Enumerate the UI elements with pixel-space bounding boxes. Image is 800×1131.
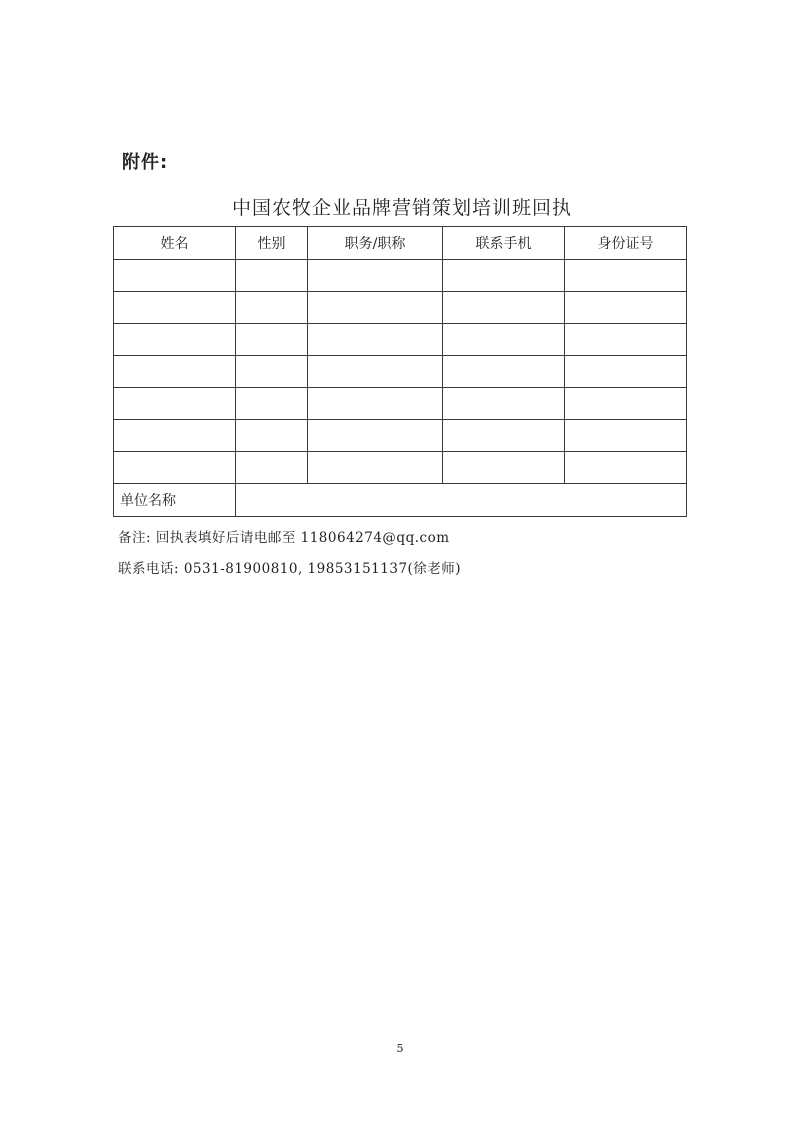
table-cell[interactable] — [236, 292, 308, 324]
table-cell[interactable] — [308, 292, 443, 324]
table-header-row — [114, 227, 687, 260]
registration-table — [113, 226, 687, 517]
table-cell[interactable] — [236, 388, 308, 420]
column-header-id-number: 身份证号 — [565, 227, 687, 260]
table-row — [114, 292, 687, 324]
unit-name-label: 单位名称 — [114, 484, 236, 517]
column-header-phone: 联系手机 — [443, 227, 565, 260]
page-number: 5 — [396, 1042, 404, 1055]
table-cell[interactable] — [565, 388, 687, 420]
table-cell[interactable] — [443, 292, 565, 324]
table-cell[interactable] — [114, 292, 236, 324]
table-row — [114, 324, 687, 356]
table-cell[interactable] — [236, 420, 308, 452]
contact-note: 联系电话: 0531-81900810, 19853151137(徐老师) — [118, 561, 462, 577]
table-cell[interactable] — [443, 452, 565, 484]
table-cell[interactable] — [308, 388, 443, 420]
attachment-heading: 附件: — [122, 152, 169, 173]
table-row — [114, 388, 687, 420]
table-cell[interactable] — [443, 388, 565, 420]
table-cell[interactable] — [114, 452, 236, 484]
table-cell[interactable] — [308, 420, 443, 452]
table-cell[interactable] — [565, 356, 687, 388]
table-cell[interactable] — [236, 260, 308, 292]
table-cell[interactable] — [236, 356, 308, 388]
table-cell[interactable] — [443, 420, 565, 452]
table-cell[interactable] — [114, 420, 236, 452]
column-header-position: 职务/职称 — [308, 227, 443, 260]
table-cell[interactable] — [114, 260, 236, 292]
table-cell[interactable] — [565, 420, 687, 452]
form-title: 中国农牧企业品牌营销策划培训班回执 — [231, 197, 572, 219]
table-cell[interactable] — [236, 324, 308, 356]
table-cell[interactable] — [236, 452, 308, 484]
table-row — [114, 356, 687, 388]
unit-name-row — [114, 484, 687, 517]
table-cell[interactable] — [114, 388, 236, 420]
table-cell[interactable] — [565, 324, 687, 356]
table-row — [114, 260, 687, 292]
table-cell[interactable] — [308, 260, 443, 292]
column-header-gender: 性别 — [236, 227, 308, 260]
table-cell[interactable] — [308, 452, 443, 484]
table-cell[interactable] — [114, 324, 236, 356]
table-cell[interactable] — [443, 324, 565, 356]
unit-name-field[interactable] — [236, 484, 687, 517]
table-row — [114, 420, 687, 452]
table-cell[interactable] — [114, 356, 236, 388]
table-cell[interactable] — [565, 292, 687, 324]
table-cell[interactable] — [565, 260, 687, 292]
table-row — [114, 452, 687, 484]
remark-note: 备注: 回执表填好后请电邮至 118064274@qq.com — [118, 530, 450, 546]
table-cell[interactable] — [443, 356, 565, 388]
table-cell[interactable] — [565, 452, 687, 484]
table-cell[interactable] — [308, 324, 443, 356]
table-cell[interactable] — [308, 356, 443, 388]
column-header-name: 姓名 — [114, 227, 236, 260]
table-cell[interactable] — [443, 260, 565, 292]
